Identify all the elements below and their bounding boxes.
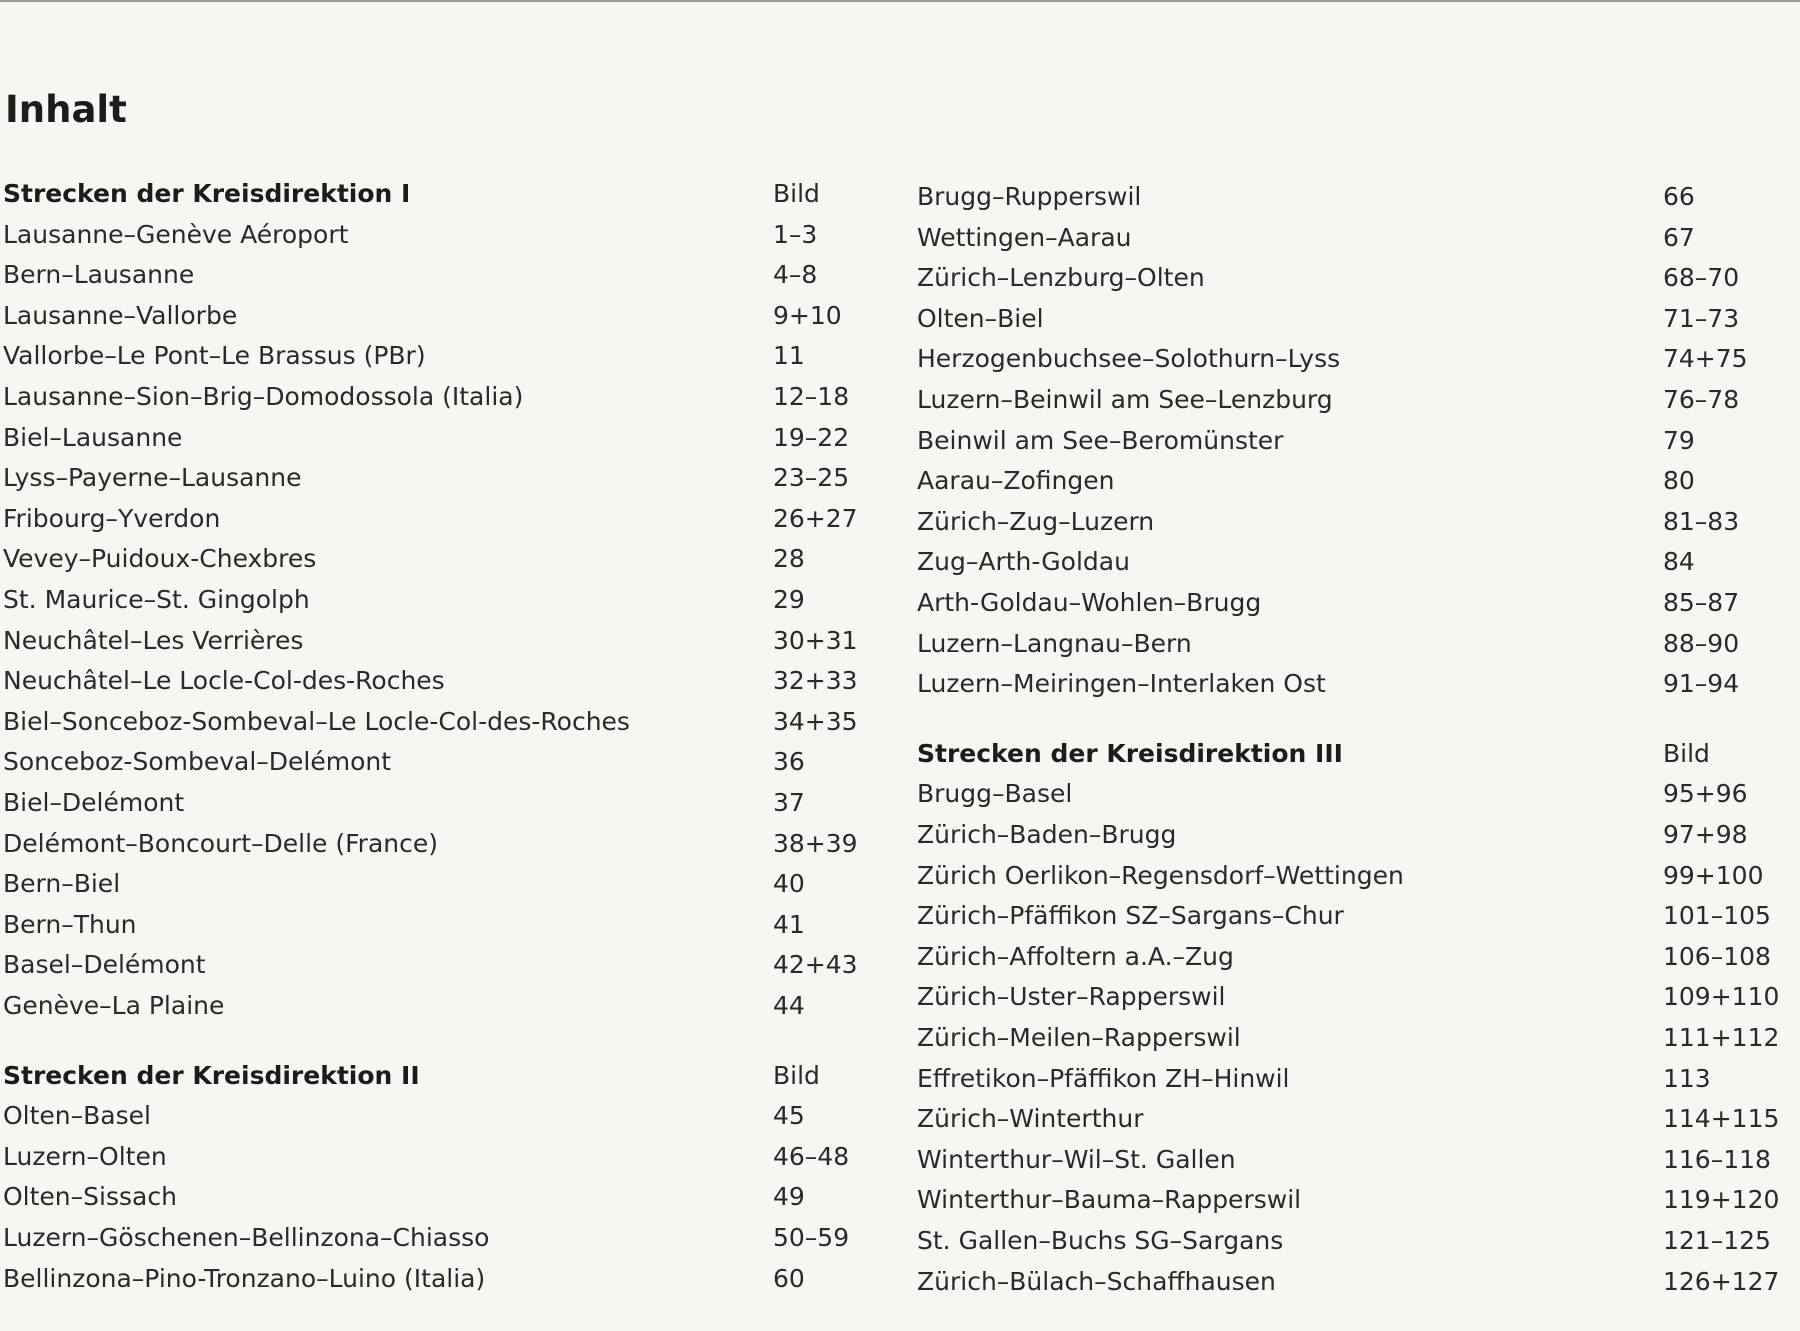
toc-entry <box>917 815 1777 855</box>
toc-entry <box>3 215 863 255</box>
picture-number: 68–70 <box>1663 263 1740 293</box>
route-name: Bern–Lausanne <box>3 260 195 290</box>
picture-number: 114+115 <box>1663 1104 1780 1134</box>
toc-entry <box>3 1096 863 1136</box>
picture-number: 49 <box>773 1182 805 1212</box>
picture-number: 9+10 <box>773 300 842 330</box>
picture-number: 101–105 <box>1663 901 1771 931</box>
toc-entry <box>917 542 1777 582</box>
toc-entry <box>3 1218 863 1258</box>
route-name: Sonceboz-Sombeval–Delémont <box>3 747 392 777</box>
toc-entry <box>3 499 863 539</box>
toc-entry <box>917 218 1777 258</box>
picture-number: 88–90 <box>1663 628 1740 658</box>
picture-number: 121–125 <box>1663 1226 1771 1255</box>
picture-number: 29 <box>773 585 805 614</box>
route-name: Zürich–Pfäffikon SZ–Sargans–Chur <box>917 901 1344 931</box>
route-name: Zürich–Uster–Rapperswil <box>917 982 1226 1012</box>
toc-entry <box>3 255 863 295</box>
picture-number: 11 <box>773 341 805 371</box>
route-name: Lausanne–Genève Aéroport <box>3 219 349 249</box>
route-name: Bellinzona–Pino-Tronzano–Luino (Italia) <box>3 1263 486 1293</box>
toc-entry <box>3 824 863 864</box>
toc-entry <box>3 661 863 701</box>
route-name: Biel–Lausanne <box>3 422 183 452</box>
picture-number: 119+120 <box>1663 1185 1780 1215</box>
picture-number: 66 <box>1663 182 1695 211</box>
toc-entry <box>3 1137 863 1177</box>
picture-number: 126+127 <box>1663 1266 1780 1296</box>
picture-number: 116–118 <box>1663 1144 1771 1174</box>
toc-entry <box>917 1099 1780 1139</box>
toc-entry <box>917 856 1777 896</box>
picture-number: 23–25 <box>773 463 850 493</box>
toc-entry <box>917 624 1777 664</box>
picture-number: 67 <box>1663 222 1695 252</box>
toc-entry <box>917 1221 1777 1261</box>
picture-number: 85–87 <box>1663 588 1740 617</box>
route-name: Luzern–Olten <box>3 1141 167 1171</box>
route-name: Arth-Goldau–Wohlen–Brugg <box>917 588 1262 617</box>
picture-number: 36 <box>773 747 805 777</box>
picture-column-label: Bild <box>773 179 820 208</box>
route-name: Zürich–Affoltern a.A.–Zug <box>917 941 1234 971</box>
picture-number: 74+75 <box>1663 344 1748 374</box>
toc-entry <box>917 339 1777 379</box>
route-name: Biel–Sonceboz-Sombeval–Le Locle-Col-des-Roches <box>3 706 630 736</box>
route-name: Basel–Delémont <box>3 950 206 980</box>
toc-entry <box>917 1262 1780 1302</box>
picture-number: 28 <box>773 544 805 574</box>
picture-number: 40 <box>773 869 805 899</box>
picture-number: 84 <box>1663 547 1695 577</box>
toc-entry <box>917 299 1777 339</box>
picture-number: 42+43 <box>773 950 858 980</box>
route-name: Zürich–Bülach–Schaffhausen <box>917 1266 1276 1296</box>
picture-number: 32+33 <box>773 666 858 696</box>
route-name: Bern–Biel <box>3 869 121 899</box>
toc-entry <box>917 177 1777 217</box>
picture-column-label: Bild <box>773 1060 820 1090</box>
route-name: Vevey–Puidoux-Chexbres <box>3 544 317 574</box>
toc-entry <box>3 783 863 823</box>
route-name: Aarau–Zofingen <box>917 466 1115 496</box>
toc-entry <box>917 774 1777 814</box>
route-name: Lausanne–Sion–Brig–Domodossola (Italia) <box>3 382 524 411</box>
section-heading <box>3 174 863 214</box>
picture-column-label: Bild <box>1663 738 1710 768</box>
toc-entry <box>3 864 863 904</box>
route-name: Zürich–Baden–Brugg <box>917 820 1177 849</box>
picture-number: 60 <box>773 1263 805 1293</box>
toc-entry <box>917 258 1777 298</box>
route-name: Luzern–Langnau–Bern <box>917 628 1192 658</box>
route-name: Herzogenbuchsee–Solothurn–Lyss <box>917 344 1341 374</box>
route-name: Delémont–Boncourt–Delle (France) <box>3 828 438 858</box>
route-name: Beinwil am See–Beromünster <box>917 425 1284 455</box>
route-name: Biel–Delémont <box>3 788 185 817</box>
picture-number: 12–18 <box>773 382 850 411</box>
route-name: Zürich–Meilen–Rapperswil <box>917 1023 1241 1052</box>
page-title: Inhalt <box>5 88 127 131</box>
toc-entry <box>3 905 863 945</box>
picture-number: 80 <box>1663 466 1695 496</box>
route-name: Luzern–Beinwil am See–Lenzburg <box>917 385 1333 414</box>
route-name: Brugg–Rupperswil <box>917 182 1142 211</box>
toc-entry <box>917 583 1777 623</box>
toc-entry <box>917 896 1777 936</box>
picture-number: 95+96 <box>1663 779 1748 809</box>
route-name: Lausanne–Vallorbe <box>3 300 238 330</box>
picture-number: 91–94 <box>1663 669 1740 699</box>
section-title: Strecken der Kreisdirektion I <box>3 179 411 208</box>
section-heading <box>3 1056 863 1096</box>
picture-number: 41 <box>773 909 805 939</box>
toc-entry <box>917 421 1777 461</box>
toc-entry <box>917 1059 1777 1099</box>
route-name: Winterthur–Wil–St. Gallen <box>917 1144 1236 1174</box>
toc-entry <box>917 502 1777 542</box>
picture-number: 81–83 <box>1663 506 1740 536</box>
route-name: St. Gallen–Buchs SG–Sargans <box>917 1226 1284 1255</box>
toc-entry <box>917 977 1780 1017</box>
toc-entry <box>917 1180 1780 1220</box>
route-name: Zürich–Winterthur <box>917 1104 1144 1134</box>
picture-number: 99+100 <box>1663 860 1764 890</box>
toc-entry <box>3 458 863 498</box>
toc-entry <box>917 380 1777 420</box>
toc-entry <box>3 702 863 742</box>
picture-number: 97+98 <box>1663 820 1748 849</box>
toc-entry <box>917 664 1777 704</box>
toc-entry <box>3 1177 863 1217</box>
picture-number: 111+112 <box>1663 1023 1780 1052</box>
route-name: Olten–Basel <box>3 1101 151 1131</box>
toc-entry <box>3 580 863 620</box>
route-name: Effretikon–Pfäffikon ZH–Hinwil <box>917 1063 1290 1093</box>
route-name: Bern–Thun <box>3 909 137 939</box>
route-name: St. Maurice–St. Gingolph <box>3 585 310 614</box>
toc-entry <box>3 986 863 1026</box>
picture-number: 4–8 <box>773 260 818 290</box>
picture-number: 37 <box>773 788 805 817</box>
route-name: Olten–Biel <box>917 303 1044 333</box>
picture-number: 79 <box>1663 425 1695 455</box>
picture-number: 45 <box>773 1101 805 1131</box>
toc-entry <box>917 1140 1777 1180</box>
route-name: Fribourg–Yverdon <box>3 503 221 533</box>
route-name: Vallorbe–Le Pont–Le Brassus (PBr) <box>3 341 426 371</box>
picture-number: 71–73 <box>1663 303 1740 333</box>
picture-number: 50–59 <box>773 1223 850 1252</box>
toc-entry <box>917 1018 1780 1058</box>
toc-entry <box>3 418 863 458</box>
route-name: Lyss–Payerne–Lausanne <box>3 463 302 493</box>
route-name: Wettingen–Aarau <box>917 222 1132 252</box>
picture-number: 46–48 <box>773 1141 850 1171</box>
toc-entry <box>917 937 1777 977</box>
route-name: Luzern–Göschenen–Bellinzona–Chiasso <box>3 1223 490 1252</box>
route-name: Zug–Arth-Goldau <box>917 547 1130 577</box>
route-name: Brugg–Basel <box>917 779 1073 809</box>
picture-number: 109+110 <box>1663 982 1780 1012</box>
route-name: Olten–Sissach <box>3 1182 177 1212</box>
toc-entry <box>3 377 863 417</box>
toc-entry <box>3 945 863 985</box>
toc-entry <box>3 336 863 376</box>
picture-number: 19–22 <box>773 422 850 452</box>
toc-entry <box>3 742 863 782</box>
route-name: Zürich–Lenzburg–Olten <box>917 263 1205 293</box>
top-rule <box>0 0 1800 2</box>
section-heading <box>917 734 1777 774</box>
toc-entry <box>3 539 863 579</box>
picture-number: 34+35 <box>773 706 858 736</box>
section-title: Strecken der Kreisdirektion III <box>917 738 1343 768</box>
toc-entry <box>3 296 863 336</box>
section-title: Strecken der Kreisdirektion II <box>3 1060 420 1090</box>
picture-number: 76–78 <box>1663 385 1740 414</box>
picture-number: 30+31 <box>773 625 858 655</box>
route-name: Winterthur–Bauma–Rapperswil <box>917 1185 1302 1215</box>
route-name: Neuchâtel–Les Verrières <box>3 625 304 655</box>
picture-number: 1–3 <box>773 219 818 249</box>
picture-number: 106–108 <box>1663 941 1771 971</box>
picture-number: 44 <box>773 991 805 1020</box>
route-name: Genève–La Plaine <box>3 991 225 1020</box>
route-name: Zürich Oerlikon–Regensdorf–Wettingen <box>917 860 1404 890</box>
route-name: Zürich–Zug–Luzern <box>917 506 1155 536</box>
toc-entry <box>3 621 863 661</box>
toc-entry <box>917 461 1777 501</box>
route-name: Neuchâtel–Le Locle-Col-des-Roches <box>3 666 445 696</box>
picture-number: 38+39 <box>773 828 858 858</box>
picture-number: 26+27 <box>773 503 858 533</box>
route-name: Luzern–Meiringen–Interlaken Ost <box>917 669 1326 699</box>
picture-number: 113 <box>1663 1063 1711 1093</box>
toc-entry <box>3 1259 863 1299</box>
